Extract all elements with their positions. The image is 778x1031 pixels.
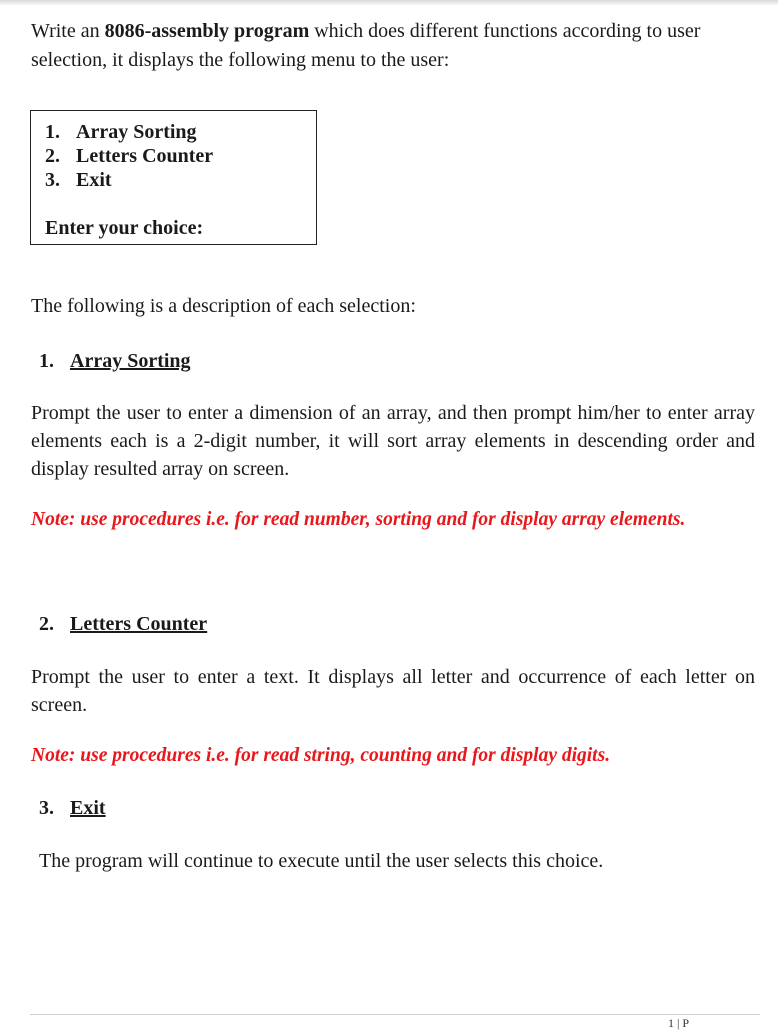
section-title: Exit [70,797,106,819]
menu-item-label: Letters Counter [76,145,214,167]
section-heading-exit [39,797,106,820]
menu-item-number: 2. [45,145,60,167]
menu-item-number: 3. [45,169,60,191]
menu-item-array-sorting [45,120,213,144]
menu-box [30,110,317,245]
menu-item-label: Exit [76,169,112,191]
menu-item-number: 1. [45,121,60,143]
page-top-shadow [0,0,778,6]
section-number: 1. [39,350,54,372]
intro-suffix: which does different functions according to user selection, it displays the following menu to the user: [31,20,701,71]
intro-bold: 8086-assembly program [104,20,310,42]
section-paragraph-exit: The program will continue to execute until the user selects this choice. [39,850,604,872]
section-note-array-sorting: Note: use procedures i.e. for read number, sorting and for display array elements. [31,509,686,530]
section-title: Letters Counter [70,613,208,635]
menu-item-letters-counter [45,144,213,168]
section-paragraph-letters-counter: Prompt the user to enter a text. It displays all letter and occurrence of each letter on screen. [31,666,755,716]
menu-item-exit [45,168,213,192]
footer-divider [30,1014,760,1015]
section-paragraph-array-sorting: Prompt the user to enter a dimension of an array, and then prompt him/her to enter array elements each is a 2-digit number, it will sort array elements in descending order and display resulted array on screen. [31,402,755,480]
section-number: 2. [39,613,54,635]
section-heading-array-sorting [39,350,191,373]
menu-item-label: Array Sorting [76,121,197,143]
section-note-letters-counter: Note: use procedures i.e. for read string, counting and for display digits. [31,745,611,766]
section-number: 3. [39,797,54,819]
menu-prompt: Enter your choice: [45,217,204,239]
description-intro: The following is a description of each selection: [31,295,416,317]
section-heading-letters-counter [39,613,207,636]
intro-prefix: Write an [31,20,105,42]
menu-list [45,120,213,192]
footer-page-number: 1 | P [668,1016,690,1030]
intro-paragraph [31,17,751,75]
section-title: Array Sorting [70,350,191,372]
